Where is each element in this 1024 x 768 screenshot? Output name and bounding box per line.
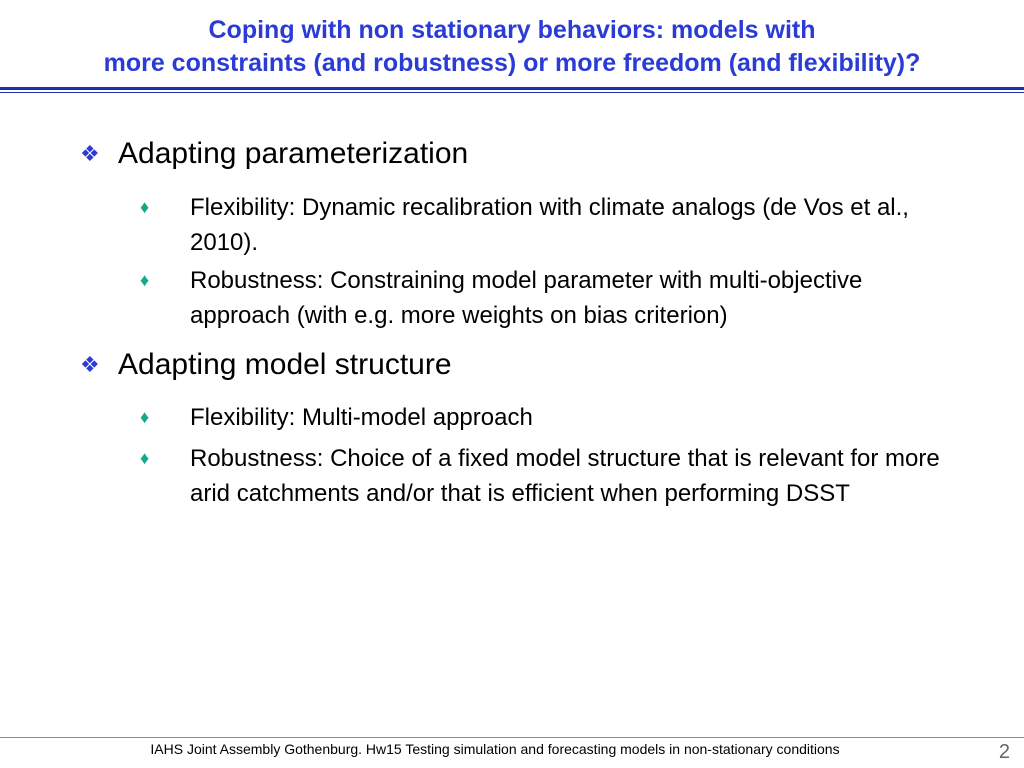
list-item-text: Flexibility: Multi-model approach	[190, 404, 533, 431]
slide-footer: IAHS Joint Assembly Gothenburg. Hw15 Testing simulation and forecasting models in non-stationary conditions	[150, 741, 840, 757]
slide-title-line-2: more constraints (and robustness) or more freedom (and flexibility)?	[103, 49, 921, 77]
footer-divider	[0, 737, 1024, 738]
slide-title-line-1: Coping with non stationary behaviors: models with	[208, 16, 816, 44]
list-item-text: Flexibility: Dynamic recalibration with climate analogs (de Vos et al., 2010).	[190, 194, 909, 256]
diamond-bullet-icon: ♦	[140, 448, 150, 468]
page-number: 2	[998, 741, 1010, 763]
four-diamond-bullet-icon: ❖	[80, 352, 100, 377]
section-heading-text: Adapting parameterization	[118, 137, 469, 170]
diamond-bullet-icon: ♦	[140, 197, 150, 217]
list-item-text: Robustness: Choice of a fixed model structure that is relevant for more arid catchments and/or that is efficient when performing DSST	[190, 445, 940, 507]
list-item-text: Robustness: Constraining model parameter with multi-objective approach (with e.g. more weights on bias criterion)	[190, 267, 863, 329]
diamond-bullet-icon: ♦	[140, 407, 150, 427]
diamond-bullet-icon: ♦	[140, 270, 150, 290]
four-diamond-bullet-icon: ❖	[80, 141, 100, 166]
section-heading-text: Adapting model structure	[118, 348, 452, 381]
